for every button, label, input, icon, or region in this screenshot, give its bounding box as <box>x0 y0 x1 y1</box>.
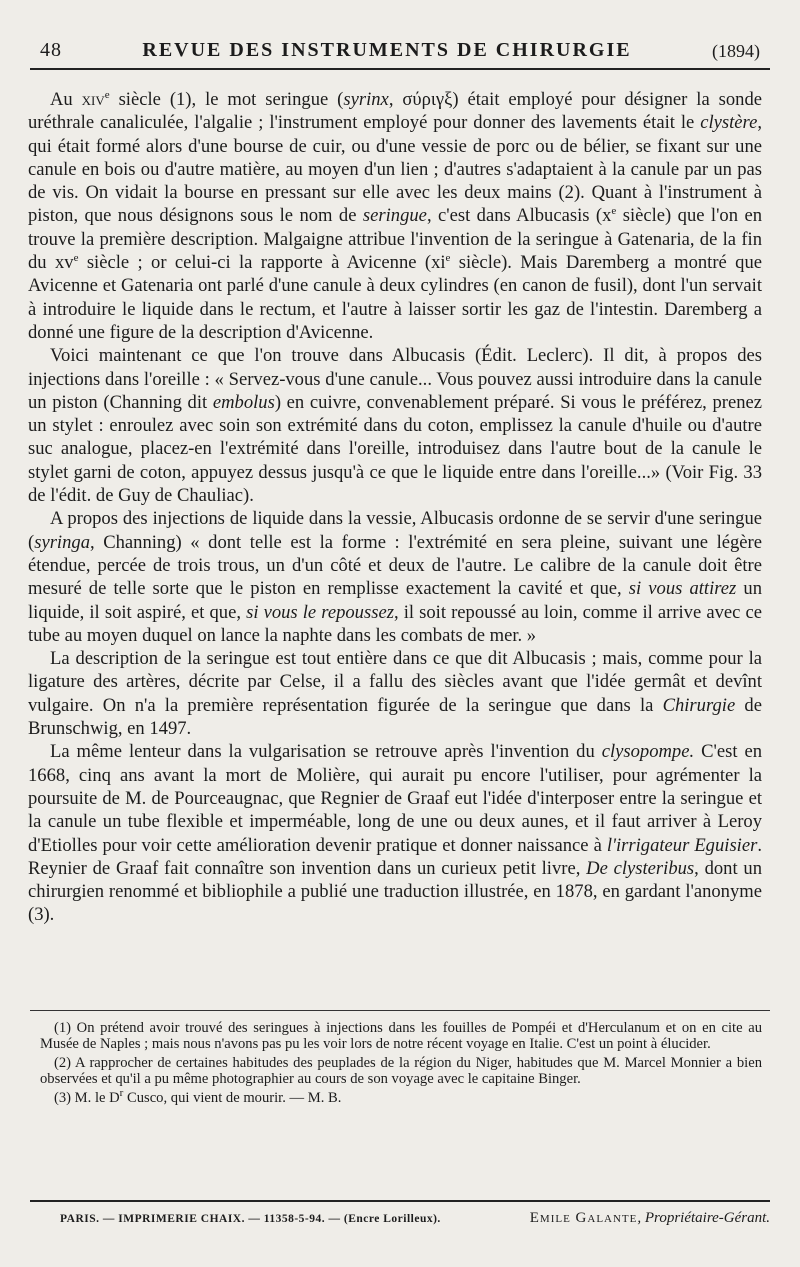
footnote-1: (1) On prétend avoir trouvé des seringues à injections dans les fouilles de Pompéi et d'Herculanum et on en cite au Musée de Naples ; mais nous n'avons pas pu les voir lors de notre récent voyage en Italie. C'est un point à élucider. <box>40 1020 762 1052</box>
text-run: un liquide, il soit aspiré, et que, <box>28 578 762 623</box>
paragraph-5 <box>28 740 762 926</box>
text-run: , dont un chirurgien renommé et bibliophile a publié une traduction illustrée, en 1878, en gardant l'anonyme (3). <box>28 857 762 926</box>
footnote-3 <box>40 1087 762 1106</box>
journal-title: REVUE DES INSTRUMENTS DE CHIRURGIE <box>142 39 632 61</box>
text-run: , Channing) « dont telle est la forme : l'extrémité en sera pleine, suivant une légère étendue, percée de trois trous, un d'un côté et deux de l'autre. Le calibre de la canule doit être mesuré de telle sorte que le piston en remplisse exactement la cavité et que, <box>28 531 762 600</box>
paragraph-2 <box>28 344 762 507</box>
italic-term: l'irrigateur Eguisier <box>606 834 758 856</box>
article-body <box>28 88 762 927</box>
italic-term: syringa <box>34 531 90 553</box>
header-rule <box>30 68 770 70</box>
text-run: Cusco, qui vient de mourir. — M. B. <box>123 1090 342 1106</box>
superscript: e <box>611 205 617 218</box>
text-run: ) en cuivre, convenablement préparé. Si vous le préférez, prenez un stylet : enroulez avec soin son extrémité dans du coton, emplissez la canule d'huile ou d'autre suc analogue, placez-en l'extrémité dans l'oreille, introduisez dans l'autre bout de la canule le stylet garni de coton, appuyez dessus jusqu'à ce que le liquide entre dans l'oreille...» (Voir Fig. 33 de l'édit. de Guy de Chauliac). <box>28 391 762 507</box>
text-run: siècle) que l'on en trouve la première description. Malgaigne attribue l'invention de la seringue à Gatenaria, de la fin du xv <box>28 205 762 274</box>
publication-year: (1894) <box>711 41 760 61</box>
italic-term: Chirurgie <box>662 694 736 716</box>
superscript: r <box>119 1087 124 1100</box>
superscript: e <box>73 251 79 264</box>
italic-term: syrinx <box>343 89 389 110</box>
text-run: La description de la seringue est tout entière dans ce que dit Albucasis ; mais, comme pour la ligature des artères, décrite par Celse, il a fallu des siècles avant que l'idée germât et devînt vulgaire. On n'a la première représentation figurée de la seringue que dans la <box>28 648 762 716</box>
text-run: siècle). Mais Daremberg a montré que Avicenne et Gatenaria ont parlé d'une canule à deux cylindres (en canon de fusil), dont l'un servait à introduire le liquide dans le rectum, et l'autre à laisser sortir les gaz de l'intestin. Daremberg a donné une figure de la description d'Avicenne. <box>28 252 762 343</box>
superscript: e <box>445 251 451 264</box>
footnote-rule <box>30 1010 770 1011</box>
text-run: , σύριγξ) était employé pour désigner la sonde uréthrale canaliculée, l'algalie ; l'instrument employé pour donner des lavements était le <box>28 89 763 134</box>
text-run: siècle ; or celui-ci la rapporte à Avicenne (xi <box>78 252 446 274</box>
superscript: e <box>104 88 110 101</box>
publisher-line <box>530 1210 770 1227</box>
text-run: , il soit repoussé au loin, comme il arrive avec ce tube au moyen duquel on lance la naphte dans les combats de mer. » <box>28 601 762 646</box>
italic-term: embolus <box>212 391 275 413</box>
text-run: (3) M. le D <box>54 1090 120 1106</box>
imprint-rule <box>30 1200 770 1202</box>
text-run: A propos des injections de liquide dans la vessie, Albucasis ordonne de se servir d'une seringue ( <box>28 508 762 553</box>
text-run: , qui était formé alors d'une bourse de cuir, ou d'une vessie de porc ou de bélier, se fixant sur une canule en bois ou d'autre matière, au moyen d'un lien ; d'autres s'adaptaient à la canule par un pas de vis. On vidait la bourse en pressant sur elle avec les deux mains (2). Quant à l'instrument à piston, que nous désignons sous le nom de <box>28 112 762 227</box>
text-run: La même lenteur dans la vulgarisation se retrouve après l'invention du <box>50 741 602 763</box>
italic-term: si vous attirez <box>628 578 737 600</box>
printer-line: PARIS. — IMPRIMERIE CHAIX. — 11358-5-94. — (Encre Lorilleux). <box>60 1213 441 1225</box>
imprint <box>60 1210 770 1227</box>
text-run: siècle (1), le mot seringue ( <box>109 89 344 110</box>
italic-term: clysopompe. <box>601 741 695 763</box>
italic-term: De clysteribus <box>586 857 695 879</box>
italic-term: seringue <box>362 205 427 227</box>
text-run: C'est en 1668, cinq ans avant la mort de Molière, qui aurait pu encore l'utiliser, pour agrémenter la poursuite de M. de Pourceaugnac, que Regnier de Graaf eut l'idée d'interposer entre la seringue et la canule un tube flexible et imperméable, long de une ou deux aunes, et il faut arriver à Leroy d'Etiolles pour voir cette amélioration devenir pratique et donner naissance à <box>28 741 762 856</box>
paragraph-3 <box>28 507 762 647</box>
publisher-role: , Propriétaire-Gérant. <box>637 1210 770 1226</box>
paragraph-1 <box>28 88 762 344</box>
paragraph-4 <box>28 647 762 740</box>
century-numeral: xiv <box>81 89 105 110</box>
text-run: Voici maintenant ce que l'on trouve dans Albucasis (Édit. Leclerc). Il dit, à propos des injections dans l'oreille : « Servez-vous d'une canule... Vous pouvez aussi introduire dans la canule un piston (Channing dit <box>28 345 762 413</box>
text-run: Au <box>50 89 82 110</box>
text-run: , c'est dans Albucasis (x <box>426 205 612 227</box>
text-run: de Brunschwig, en 1497. <box>28 694 762 740</box>
page-number: 48 <box>40 39 62 61</box>
italic-term: si vous le repoussez <box>246 601 394 623</box>
footnotes <box>40 1020 762 1109</box>
running-head <box>40 22 760 62</box>
text-run: . Reynier de Graaf fait connaître son invention dans un curieux petit livre, <box>28 834 762 879</box>
footnote-2: (2) A rapprocher de certaines habitudes des peuplades de la région du Niger, habitudes que M. Marcel Monnier a bien observées et qu'il a pu même photographier au cours de son voyage avec le capitaine Binger. <box>40 1055 762 1087</box>
publisher-name: Emile Galante <box>529 1210 638 1226</box>
italic-term: clystère <box>700 112 758 134</box>
